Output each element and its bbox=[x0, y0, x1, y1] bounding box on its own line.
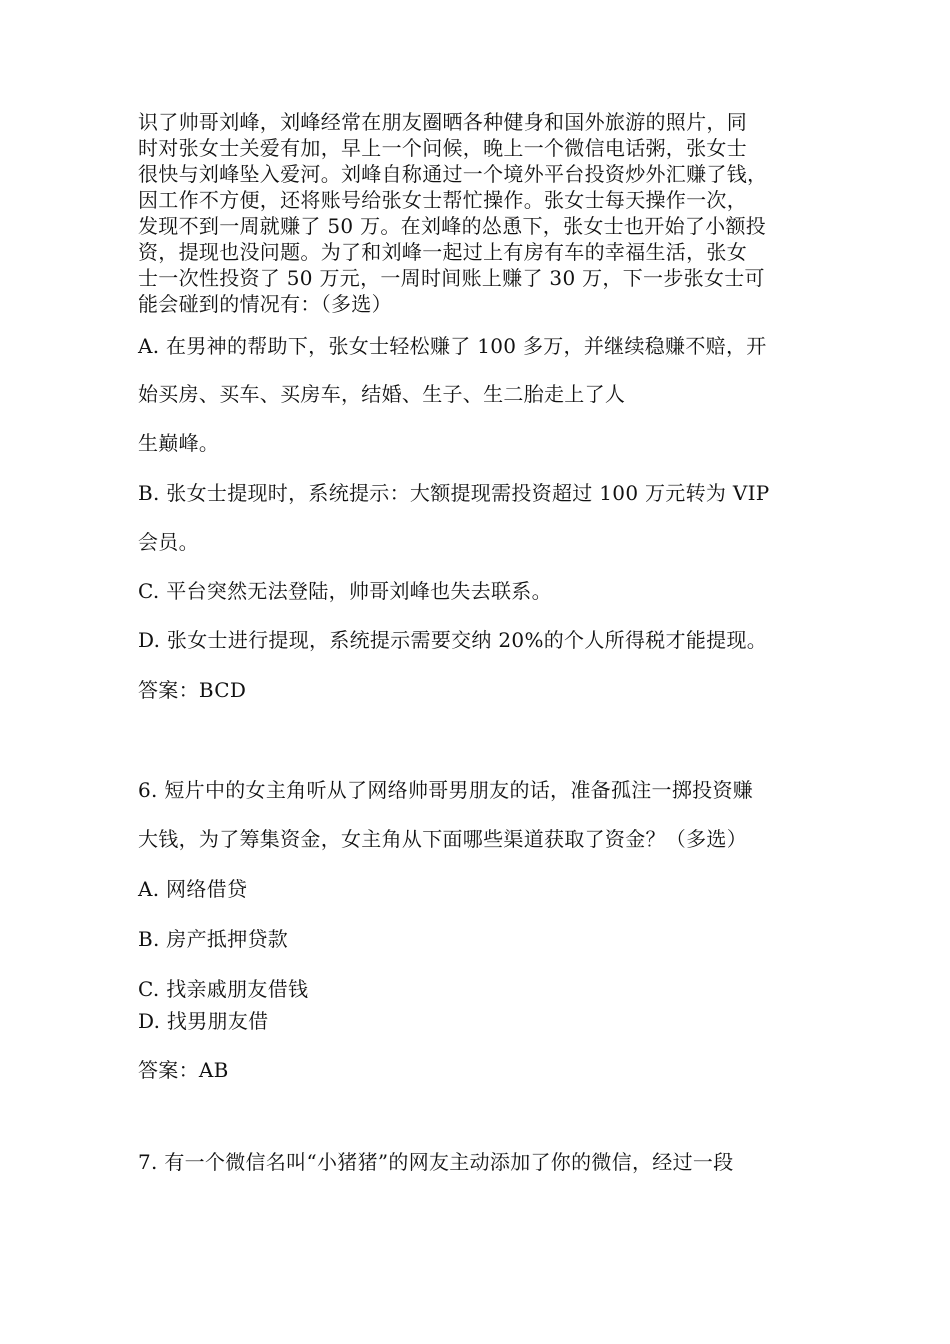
q6-option-a: A. 网络借贷 bbox=[138, 877, 248, 901]
q5-stem-line-2: 时对张女士关爱有加，早上一个问候，晚上一个微信电话粥，张女士 bbox=[138, 136, 747, 160]
q6-stem-line-2: 大钱，为了筹集资金，女主角从下面哪些渠道获取了资金？（多选） bbox=[138, 827, 747, 851]
q5-option-b-line-2: 会员。 bbox=[138, 530, 199, 554]
q5-option-a-line-2: 始买房、买车、买房车，结婚、生子、生二胎走上了人 bbox=[138, 382, 626, 406]
q5-stem-line-7: 士一次性投资了 50 万元，一周时间账上赚了 30 万，下一步张女士可 bbox=[138, 266, 765, 290]
q6-option-d: D. 找男朋友借 bbox=[138, 1009, 269, 1033]
q5-option-c: C. 平台突然无法登陆，帅哥刘峰也失去联系。 bbox=[138, 579, 552, 603]
q5-stem-line-3: 很快与刘峰坠入爱河。刘峰自称通过一个境外平台投资炒外汇赚了钱， bbox=[138, 162, 768, 186]
q6-stem-line-1: 6. 短片中的女主角听从了网络帅哥男朋友的话，准备孤注一掷投资赚 bbox=[138, 778, 754, 802]
q7-stem-line-1: 7. 有一个微信名叫“小猪猪”的网友主动添加了你的微信，经过一段 bbox=[138, 1150, 734, 1174]
q6-answer: 答案：AB bbox=[138, 1058, 229, 1082]
q5-stem-line-8: 能会碰到的情况有：（多选） bbox=[138, 292, 392, 316]
q5-option-b-line-1: B. 张女士提现时，系统提示：大额提现需投资超过 100 万元转为 VIP bbox=[138, 481, 770, 505]
q6-option-c: C. 找亲戚朋友借钱 bbox=[138, 977, 309, 1001]
q5-stem-line-5: 发现不到一周就赚了 50 万。在刘峰的怂恿下，张女士也开始了小额投 bbox=[138, 214, 767, 238]
q5-stem-line-1: 识了帅哥刘峰，刘峰经常在朋友圈晒各种健身和国外旅游的照片，同 bbox=[138, 110, 747, 134]
q5-answer: 答案：BCD bbox=[138, 678, 247, 702]
q5-stem-line-4: 因工作不方便，还将账号给张女士帮忙操作。张女士每天操作一次， bbox=[138, 188, 747, 212]
q6-option-b: B. 房产抵押贷款 bbox=[138, 927, 289, 951]
q5-stem-line-6: 资，提现也没问题。为了和刘峰一起过上有房有车的幸福生活，张女 bbox=[138, 240, 747, 264]
q5-option-a-line-1: A. 在男神的帮助下，张女士轻松赚了 100 多万，并继续稳赚不赔，开 bbox=[138, 334, 767, 358]
q5-option-d: D. 张女士进行提现，系统提示需要交纳 20%的个人所得税才能提现。 bbox=[138, 628, 768, 652]
q5-option-a-line-3: 生巅峰。 bbox=[138, 431, 220, 455]
